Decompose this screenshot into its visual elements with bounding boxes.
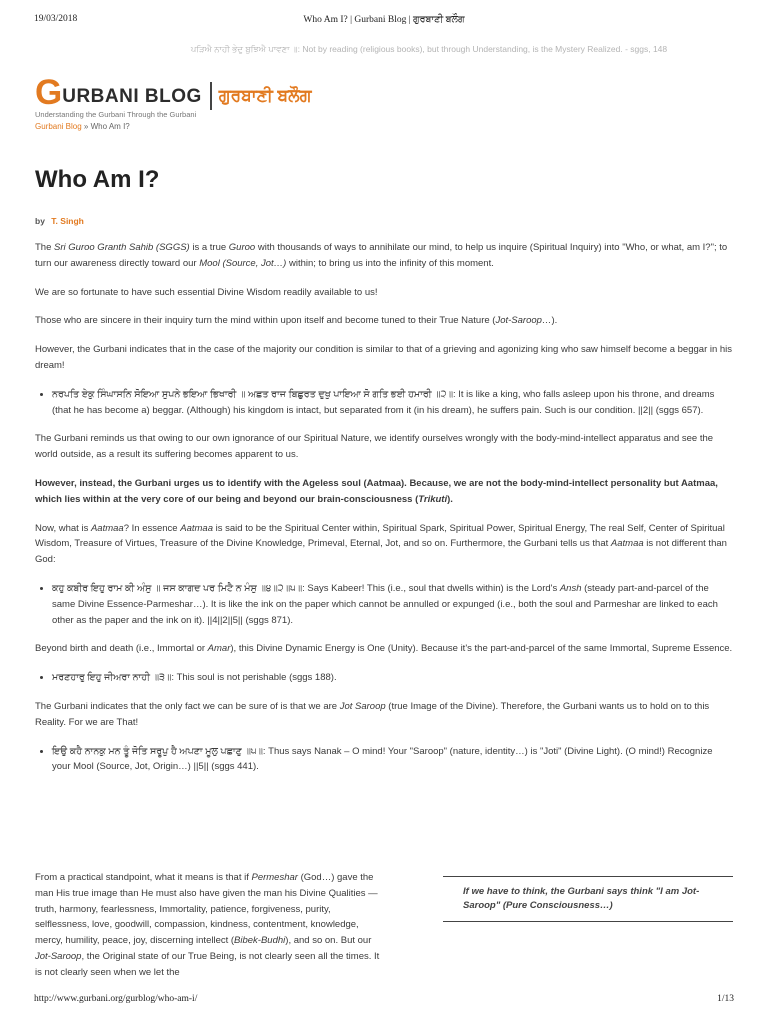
text-run: ), this Divine Dynamic Energy is One (Unity). Because it's the part-and-parcel of the same Immortal, Supreme Essence. (230, 643, 733, 655)
print-date: 19/03/2018 (34, 14, 78, 24)
list-item (52, 581, 733, 628)
text-run: Jot-Saroop (35, 950, 82, 962)
paragraph (35, 641, 733, 657)
page-title: Who Am I? (35, 166, 160, 193)
text-run: ਕਹੁ ਕਬੀਰ ਇਹੁ ਰਾਮ ਕੀ ਅੰਸੁ ॥ ਜਸ ਕਾਗਦ ਪਰ ਮਿਟੈ ਨ ਮੰਸੁ ॥੪॥੨॥੫॥: Says Kabeer! This (i.e., soul that dwells within) is the Lord's (52, 582, 560, 594)
paragraph-bold (35, 476, 733, 508)
text-run: Trikuti (418, 493, 448, 505)
paragraph (35, 521, 733, 568)
text-run: Amar (207, 643, 231, 655)
article-lower-section (35, 870, 733, 981)
paragraph: However, the Gurbani indicates that in the case of the majority our condition is similar to that of a grieving and agonizing king who saw himself become a beggar in his dream! (35, 344, 733, 371)
print-url: http://www.gurbani.org/gurblog/who-am-i/ (34, 994, 198, 1004)
logo-divider (210, 82, 212, 110)
text-run: Ansh (559, 582, 582, 594)
text-run: (God…) gave the man His true image than He must also have given the man his Divine Qualities — truth, harmony, fearlessness, Immortality, patience, forgiveness, purity, selflessness, love, goodwill, compassion, kindness, contentment, knowledge, mercy, humility, peace, joy, discerning intellect ( (35, 872, 378, 947)
breadcrumb-home-link[interactable]: Gurbani Blog (35, 122, 82, 131)
text-run: Guroo (228, 242, 256, 253)
text-run: Jot Saroop (339, 700, 386, 712)
text-run: Those who are sincere in their inquiry turn the mind within upon itself and become tuned to their True Nature ( (35, 315, 496, 327)
quote-list (35, 670, 733, 686)
text-run: Aatmaa (180, 522, 213, 534)
text-run: The (35, 242, 55, 253)
list-item: • ਮਰਣਹਾਰੁ ਇਹੁ ਜੀਅਰਾ ਨਾਹੀ ॥੩॥: This soul is not perishable (sggs 188). (52, 670, 733, 686)
quote-list (35, 387, 733, 419)
list-item: • ਨਰਪਤਿ ਏਕੁ ਸਿੰਘਾਸਨਿ ਸੋਇਆ ਸੁਪਨੇ ਭਇਆ ਭਿਖਾਰੀ ॥ ਅਛਤ ਰਾਜ ਬਿਛੁਰਤ ਦੁਖੁ ਪਾਇਆ ਸੋ ਗਤਿ ਭਈ ਹਮਾਰੀ ॥੨॥: It is like a king, who falls asleep upon his throne, and dreams (that he has become a) beggar. (Although) his kingdom is intact, but separated from it (in his dream), he suffers pain. Such is our condition. ||2|| (sggs 657). (52, 387, 733, 419)
text-run: The Gurbani indicates that the only fact we can be sure of is that we are (35, 700, 340, 712)
text-run: with thousands of ways to annihilate our mind, to help us inquire (Spiritual Inquiry) into "Who, or what, am I?"; to turn our awareness directly toward our (35, 242, 728, 269)
text-run: Now, what is (35, 522, 91, 534)
paragraph (35, 870, 385, 981)
text-run: (true Image of the Divine). Therefore, the Gurbani wants us to hold on to this Reality. For we are That! (35, 700, 710, 728)
text-run: Aatmaa (90, 522, 124, 534)
list-item: • ਇਉ ਕਹੈ ਨਾਨਕੁ ਮਨ ਤੂੰ ਜੋਤਿ ਸਰੂਪੁ ਹੈ ਅਪਣਾ ਮੂਲੁ ਪਛਾਣੁ ॥੫॥: Thus says Nanak – O mind! Your "Saroop" (nature, identity…) is "Joti" (Divine Light). (O mind!) Recognize your Mool (Source, Jot, Origin…) ||5|| (sggs 441). (52, 744, 733, 776)
logo-punjabi-text: ਗੁਰਬਾਣੀ ਬਲੌਗ (218, 86, 312, 105)
text-run: is not different than God: (35, 538, 727, 566)
site-tagline: ਪੜਿਐ ਨਾਹੀ ਭੇਦੁ ਬੁਝਿਐ ਪਾਵਣਾ ॥: Not by reading (religious books), but through Understanding, is the Mystery Realized. - sggs, 148 (190, 44, 668, 54)
text-run: Permeshar (251, 872, 298, 883)
paragraph: We are so fortunate to have such essential Divine Wisdom readily available to us! (35, 286, 378, 298)
breadcrumb-separator: » (81, 122, 91, 131)
text-run: Aatmaa (610, 538, 644, 550)
pull-quote: If we have to think, the Gurbani says think "I am Jot-Saroop" (Pure Consciousness…) (443, 876, 733, 922)
paragraph (35, 699, 733, 731)
text-run: Jot-Saroop… (495, 315, 552, 327)
text-run: Beyond birth and death (i.e., Immortal or (35, 643, 208, 655)
text-run: However, instead, the Gurbani urges us to identify with the Ageless soul (Aatmaa). Because, we are not the body-mind-intellect personality but Aatmaa, which lies within at the very core of our being and beyond our brain-consciousness ( (35, 477, 718, 505)
paragraph-intro (35, 240, 733, 272)
text-run: , the Original state of our True Being, is not clearly seen all the times. It is not clearly seen when we let the (35, 950, 380, 978)
author-link[interactable]: T. Singh (51, 216, 84, 226)
text-run: Bibek-Budhi (234, 935, 286, 947)
paragraph (35, 313, 733, 329)
page-number: 1/13 (717, 994, 734, 1004)
text-run: within; to bring us into the infinity of this moment. (286, 257, 494, 269)
logo-text: URBANI BLOG (62, 86, 202, 107)
text-run: From a practical standpoint, what it means is that if (35, 872, 252, 883)
text-run: ). (447, 493, 453, 505)
text-run: Mool (Source, Jot…) (199, 257, 287, 269)
text-run: ). (551, 315, 558, 327)
print-page-title: Who Am I? | Gurbani Blog | ਗੁਰਬਾਣੀ ਬਲੌਗ (303, 15, 465, 25)
quote-list (35, 581, 733, 628)
text-run: is a true (189, 242, 229, 253)
breadcrumb-current: Who Am I? (90, 122, 130, 131)
quote-list (35, 744, 733, 776)
site-logo-link[interactable] (35, 73, 312, 112)
text-run: ? In essence (123, 522, 181, 534)
paragraph: The Gurbani reminds us that owing to our own ignorance of our Spiritual Nature, we identify ourselves wrongly with the body-mind-intellect apparatus and see the world outside, as a result its suffering becomes apparent to us. (35, 433, 714, 461)
logo-initial: G (35, 73, 63, 112)
site-subtitle: Understanding the Gurbani Through the Gurbani (35, 110, 197, 119)
byline (35, 216, 84, 226)
text-run: Sri Guroo Granth Sahib (SGGS) (54, 242, 190, 253)
text-run: is said to be the Spiritual Center within, Spiritual Spark, Spiritual Power, Spiritual Energy, The real Self, Center of Spiritual Wisdom, Treasure of Virtues, Treasure of the Divine Knowledge, Primeval, Eternal, Jot, and so on. Furthermore, the Gurbani tells us that (35, 522, 725, 550)
byline-label: by (35, 216, 45, 226)
article-body (35, 240, 733, 788)
breadcrumb (35, 122, 130, 131)
text-run: ), and so on. But our (285, 935, 372, 947)
text-run: (steady part-and-parcel of the same Divine Essence-Parmeshar…). It is like the ink on the paper which cannot be annulled or expunged (i.e., both the soul and Parmeshar are linked to each other as the paper and the ink on it). ||4||2||5|| (sggs 871). (52, 582, 718, 626)
